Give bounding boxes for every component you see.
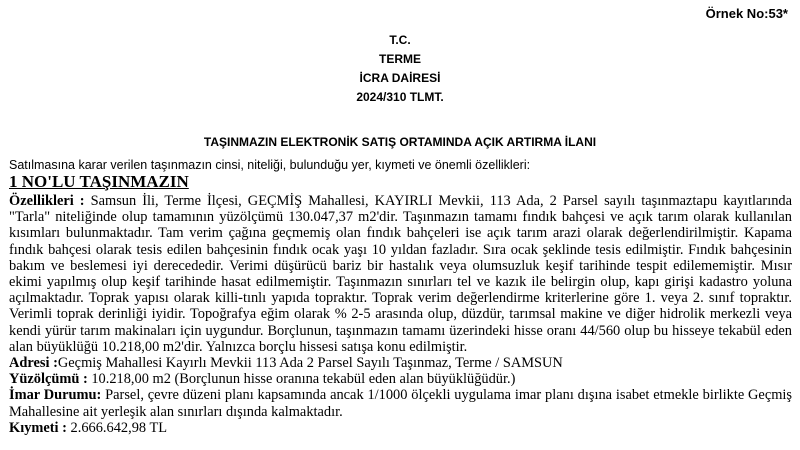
area-label: Yüzölçümü : xyxy=(9,371,88,388)
lot-title: 1 NO'LU TAŞINMAZIN xyxy=(9,172,189,191)
address-text: Geçmiş Mahallesi Kayırlı Mevkii 113 Ada 2 Parsel Sayılı Taşınmaz, Terme / SAMSUN xyxy=(57,355,563,372)
address-line xyxy=(9,355,792,371)
features-label: Özellikleri : xyxy=(9,193,85,209)
header-office: İCRA DAİRESİ xyxy=(359,71,441,85)
features-text: Samsun İli, Terme İlçesi, GEÇMİŞ Mahallesi, KAYIRLI Mevkii, 113 Ada, 2 Parsel sayılı taşınmaztapu kayıtlarında "Tarla" niteliğinde olup tamamının yüzölçümü 130.047,37 m2'dir. Taşınmazın tamamı fındık bahçesi ve açık tarım olarak kullanılan kısımları bulunmaktadır. Tam verim çağına geçmemiş olan fındık bahçeleri ise açık tarım arazi olarak değerlendirilmiştir. Kapama fındık bahçesi olarak tesis edilen bahçesinin fındık ocak yaşı 10 yıldan fazladır. Sıra ocak şeklinde tesis edilmiştir. Fındık bahçesinin bakım ve beslemesi iyi derecededir. Verimi düşürücü bariz bir hastalık veya olumsuzluk keşif tarihinde tespit edilememiştir. Mısır ekimi yapılmış olup keşif tarihinde hasat edilmemiştir. Taşınmazın sınırları tel ve kazık ile belirgin olup, kapı girişi kadastro yoluna açılmaktadır. Toprak yapısı olarak killi-tınlı yapıda topraktır. Toprak verim değerlendirme kriterlerine göre 1. veya 2. sınıf topraktır. Verimli toprak derinliği iyidir. Topoğrafya eğim olarak % 2-5 arasında olup, düzdür, tarımsal makine ve diğer hidrolik merkezli veya kendi yürür tarım makinaları için uygundur. Borçlunun, taşınmazın tamamı üzerindeki hisse oranı 44/560 olup bu hisseye tekabül eden alan büyüklüğü 10.218,00 m2'dir. Yalnızca borçlu hissesi satışa konu edilmiştir. xyxy=(9,193,792,355)
sample-number: Örnek No:53* xyxy=(705,6,788,21)
notice-title: TAŞINMAZIN ELEKTRONİK SATIŞ ORTAMINDA AÇIK ARTIRMA İLANI xyxy=(203,135,597,149)
area-text: 10.218,00 m2 (Borçlunun hisse oranına tekabül eden alan büyüklüğüdür.) xyxy=(87,371,516,388)
area-line xyxy=(9,371,792,387)
header-republic: T.C. xyxy=(389,33,411,47)
zoning-label: İmar Durumu: xyxy=(9,387,102,404)
value-text: 2.666.642,98 TL xyxy=(66,419,168,436)
value-line xyxy=(9,420,792,436)
zoning-text: Parsel, çevre düzeni planı kapsamında ancak 1/1000 ölçekli uygulama imar planı dışına isabet etmekle birlikte Geçmiş Mahallesine ait yerleşik alan sınırları dışında kalmaktadır. xyxy=(9,387,792,420)
header-district: TERME xyxy=(379,52,421,66)
features-paragraph xyxy=(9,193,792,355)
header-file-number: 2024/310 TLMT. xyxy=(356,90,444,104)
notice-intro: Satılmasına karar verilen taşınmazın cinsi, niteliği, bulunduğu yer, kıymeti ve önemli özellikleri: xyxy=(9,158,531,172)
value-label: Kıymeti : xyxy=(9,419,67,436)
address-label: Adresi : xyxy=(9,355,58,372)
zoning-paragraph xyxy=(9,387,792,419)
office-header xyxy=(0,31,800,107)
lot-details xyxy=(9,193,792,436)
